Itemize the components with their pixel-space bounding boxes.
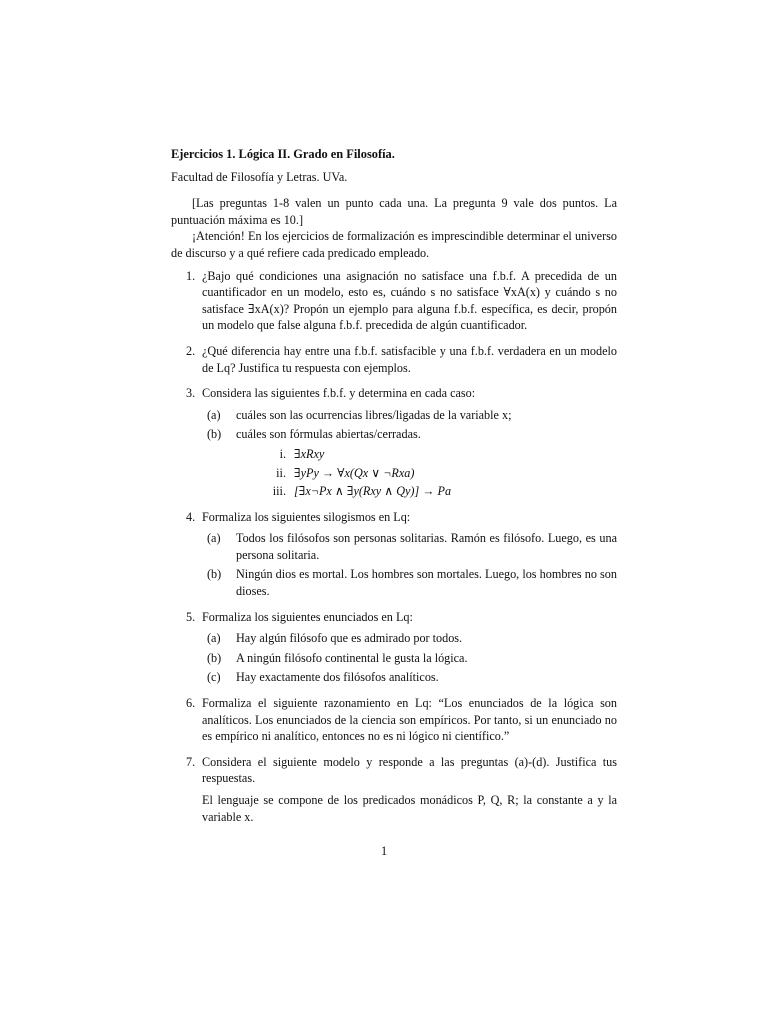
instructions-warning: ¡Atención! En los ejercicios de formalización es imprescindible determinar el universo de discurso y a qué refiere cada predicado empleado. (171, 229, 617, 260)
question-number: 3. (186, 386, 196, 401)
question-6 (171, 695, 617, 745)
question-1 (171, 268, 617, 334)
question-text: Formaliza los siguientes enunciados en Lq: (202, 609, 413, 624)
subquestion-item (202, 530, 617, 563)
formula-text: ∃yPy → ∀x(Qx ∨ ¬Rxa) (294, 465, 415, 480)
question-list (171, 268, 617, 826)
question-number: 2. (186, 343, 196, 358)
formula-label: i. (279, 446, 286, 461)
subquestion-item (202, 650, 617, 667)
formula-label: iii. (272, 484, 286, 499)
formula-text: ∃xRxy (294, 446, 325, 461)
subquestion-label: (a) (207, 407, 221, 422)
subquestion-text: Hay exactamente dos filósofos analíticos. (236, 670, 439, 685)
subquestion-item (202, 426, 617, 499)
subquestion-label: (b) (207, 427, 222, 442)
subquestion-label: (b) (207, 567, 222, 582)
formula-item (236, 483, 617, 500)
formula-item (236, 465, 617, 482)
question-text: ¿Bajo qué condiciones una asignación no satisface una f.b.f. A precedida de un cuantificador en un modelo, esto es, cuándo s no satisface ∀xA(x) y cuándo s no satisface ∃xA(x)? Propón un ejemplo para alguna f.b.f. específica, es decir, propón un modelo que false alguna f.b.f. precedida de algún cuantificador. (202, 268, 617, 333)
question-3 (171, 385, 617, 500)
question-text: Formaliza el siguiente razonamiento en Lq: “Los enunciados de la lógica son analíticos. Los enunciados de la ciencia son empíricos. Por tanto, si un enunciado no es empírico ni analítico, entonces no es ni lógico ni científico.” (202, 696, 617, 744)
instructions (171, 195, 617, 261)
formula-label: ii. (276, 465, 286, 480)
question-text: Considera el siguiente modelo y responde a las preguntas (a)-(d). Justifica tus respuestas. (202, 754, 617, 786)
question-5 (171, 609, 617, 686)
subquestion-item (202, 566, 617, 599)
subquestion-text: Hay algún filósofo que es admirado por todos. (236, 631, 463, 646)
subquestion-list (202, 530, 617, 599)
page-number: 1 (380, 844, 388, 858)
subquestion-label: (a) (207, 631, 221, 646)
question-number: 6. (186, 696, 196, 711)
document-title: Ejercicios 1. Lógica II. Grado en Filosofía. (171, 147, 395, 161)
subquestion-item (202, 669, 617, 686)
question-4 (171, 509, 617, 600)
subquestion-text: cuáles son las ocurrencias libres/ligadas de la variable x; (236, 407, 512, 422)
subquestion-text: cuáles son fórmulas abiertas/cerradas. (236, 427, 421, 442)
question-text: Formaliza los siguientes silogismos en Lq: (202, 509, 411, 524)
subquestion-item (202, 630, 617, 647)
question-7 (171, 754, 617, 825)
subquestion-list (202, 407, 617, 500)
subquestion-text: Todos los filósofos son personas solitarias. Ramón es filósofo. Luego, es una persona solitaria. (236, 531, 617, 562)
question-2 (171, 343, 617, 376)
subquestion-text: A ningún filósofo continental le gusta la lógica. (236, 650, 468, 665)
question-text-continued: El lenguaje se compone de los predicados monádicos P, Q, R; la constante a y la variable x. (202, 793, 617, 824)
subquestion-label: (a) (207, 531, 221, 546)
question-number: 1. (186, 268, 196, 283)
document-subtitle: Facultad de Filosofía y Letras. UVa. (171, 169, 348, 184)
subquestion-text: Ningún dios es mortal. Los hombres son mortales. Luego, los hombres no son dioses. (236, 567, 617, 599)
formula-text: [∃x¬Px ∧ ∃y(Rxy ∧ Qy)] → Pa (294, 484, 452, 499)
formula-item (236, 446, 617, 463)
subquestion-item (202, 407, 617, 424)
question-number: 5. (186, 609, 196, 624)
question-number: 4. (186, 509, 196, 524)
subquestion-label: (b) (207, 650, 222, 665)
subquestion-list (202, 630, 617, 686)
formula-list (236, 446, 617, 500)
instructions-scoring: [Las preguntas 1-8 valen un punto cada una. La pregunta 9 vale dos puntos. La puntuación máxima es 10.] (171, 196, 617, 227)
question-text: Considera las siguientes f.b.f. y determina en cada caso: (202, 386, 476, 401)
subquestion-label: (c) (207, 670, 221, 685)
document-body (171, 146, 617, 834)
question-text: ¿Qué diferencia hay entre una f.b.f. satisfacible y una f.b.f. verdadera en un modelo de Lq? Justifica tu respuesta con ejemplos. (202, 343, 617, 375)
question-number: 7. (186, 754, 196, 769)
